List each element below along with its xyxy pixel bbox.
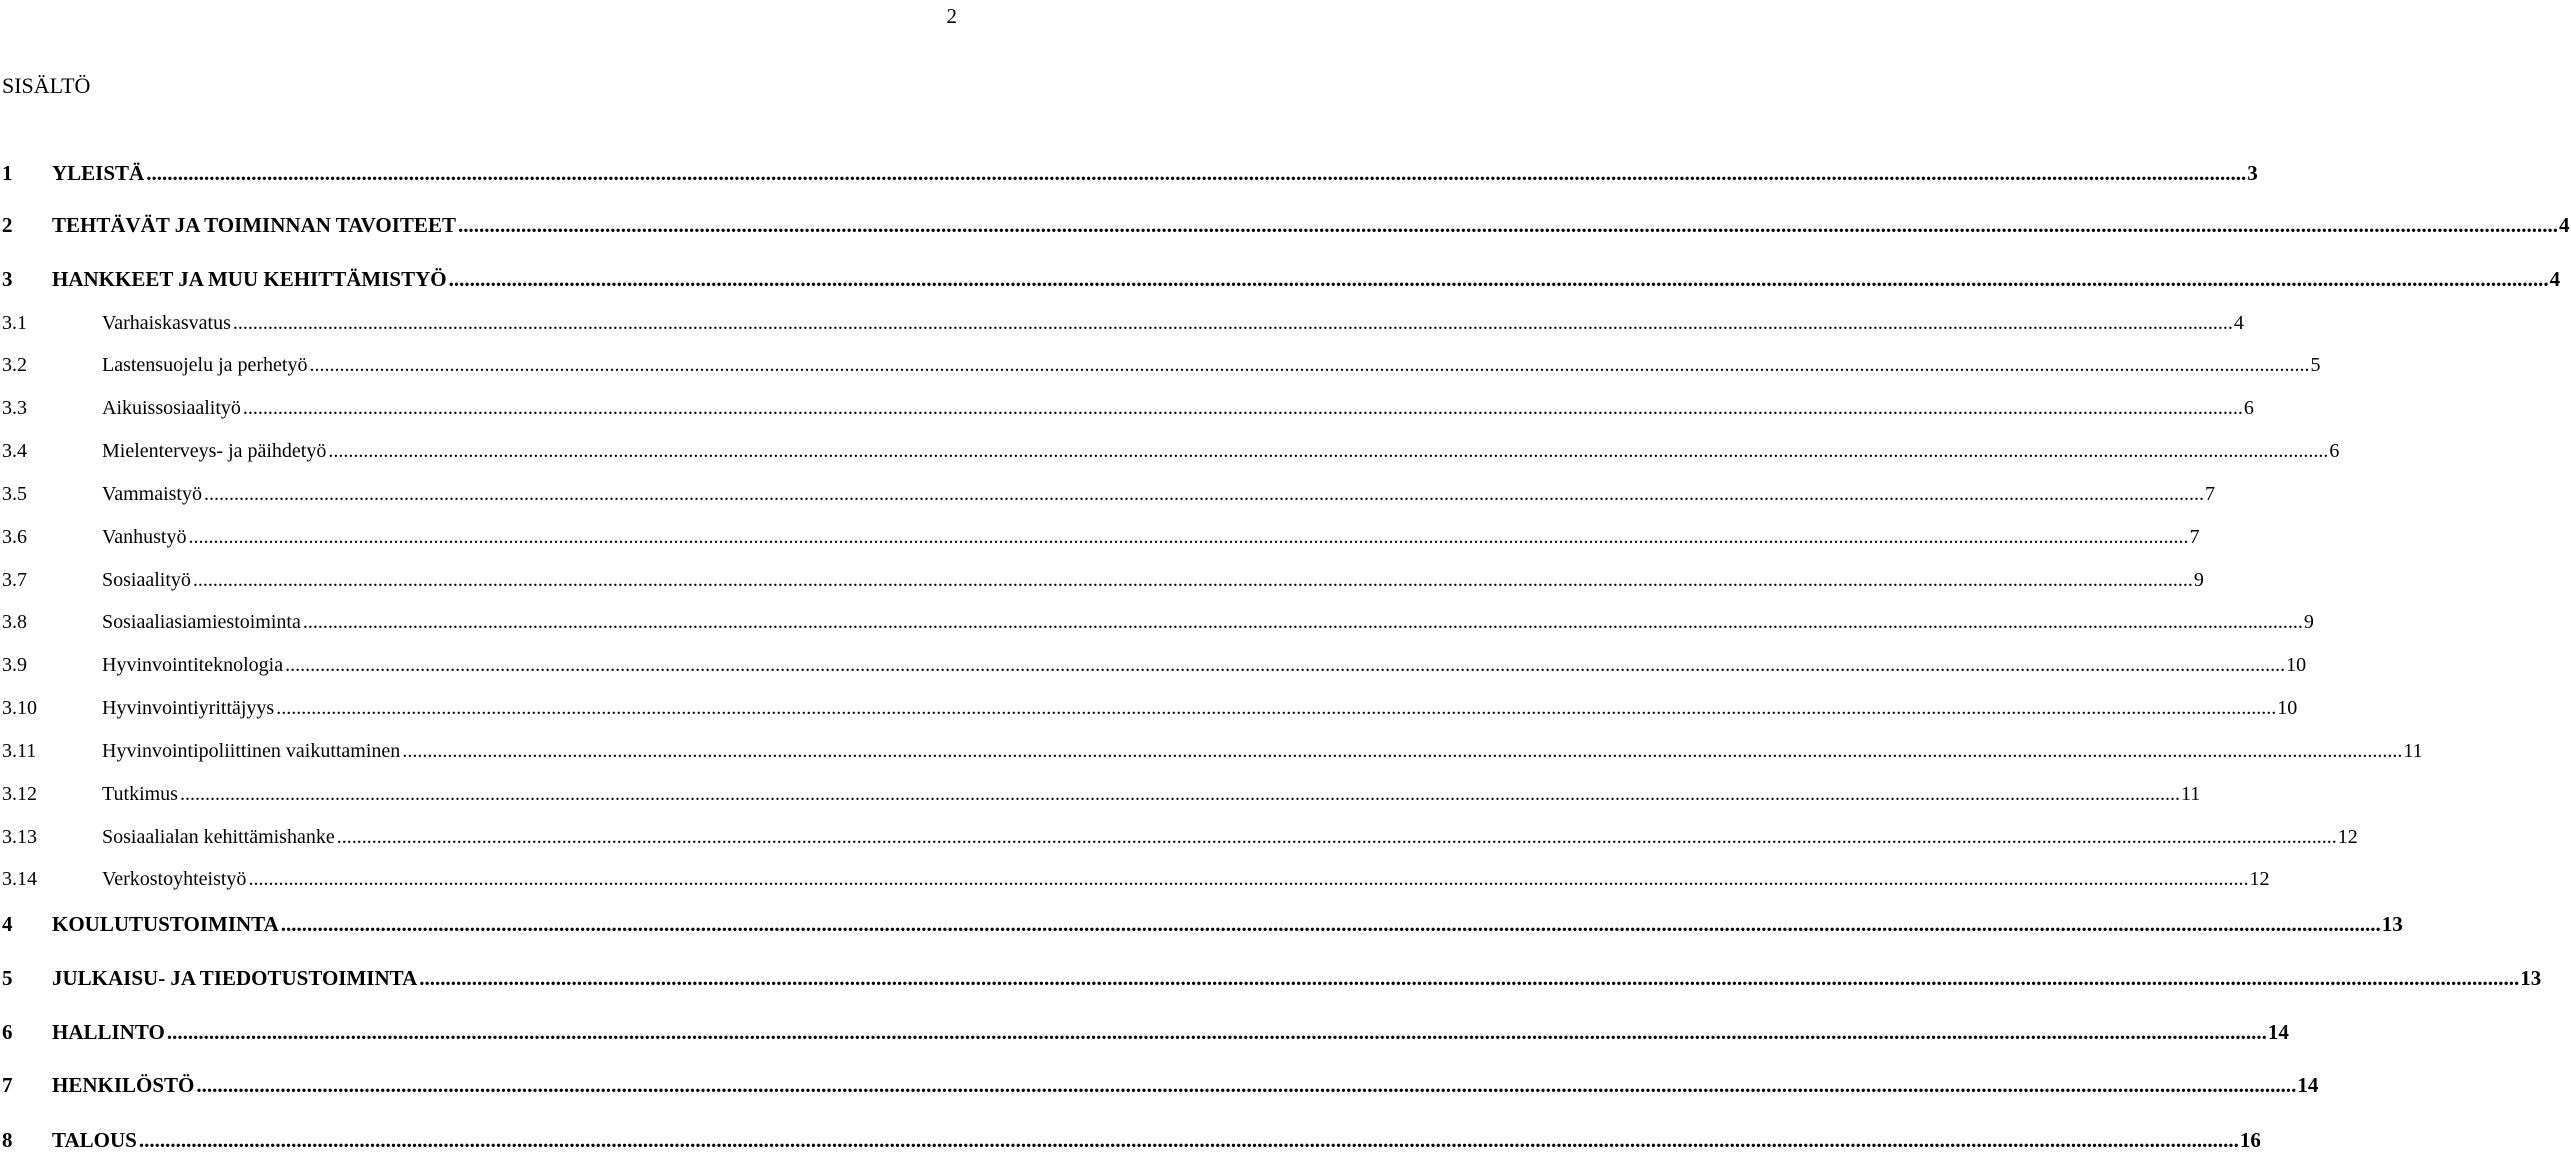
- toc-entry-number: 3: [2, 267, 13, 291]
- toc-entry[interactable]: [0, 307, 2244, 339]
- toc-entry-title: Tutkimus: [102, 783, 178, 805]
- toc-dot-leader: ................................................................................................................................................................................................................................................................................................................................................................................................................: [302, 611, 2303, 633]
- toc-entry-title: Mielenterveys- ja päihdetyö: [102, 440, 327, 462]
- toc-entry-number: 4: [2, 912, 13, 936]
- toc-entry-number: 8: [2, 1128, 13, 1152]
- toc-entry-page: 13: [2381, 912, 2403, 936]
- toc-entry-number: 3.6: [2, 526, 27, 548]
- toc-entry-page: 12: [2249, 868, 2270, 890]
- toc-entry-number: 3.4: [2, 440, 27, 462]
- toc-entry-page: 9: [2303, 611, 2314, 633]
- toc-entry[interactable]: [0, 1016, 2289, 1048]
- toc-entry[interactable]: [0, 735, 2423, 767]
- toc-entry-title: Vammaistyö: [102, 483, 202, 505]
- toc-entry-title: Vanhustyö: [102, 526, 187, 548]
- toc-entry[interactable]: [0, 863, 2270, 895]
- toc-entry-title: Sosiaalityö: [102, 569, 191, 591]
- toc-dot-leader: ................................................................................................................................................................................................................................................................................................................................................................................................................: [285, 654, 2286, 676]
- toc-entry-number: 3.13: [2, 826, 37, 848]
- toc-entry-number: 5: [2, 966, 13, 990]
- toc-dot-leader: ................................................................................................................................................................................................................................................................................................................................................................................................................: [179, 783, 2180, 805]
- toc-entry-number: 3.2: [2, 354, 27, 376]
- toc-entry-number: 3.8: [2, 611, 27, 633]
- toc-entry[interactable]: [0, 478, 2215, 510]
- toc-entry-page: 14: [2297, 1073, 2319, 1097]
- toc-entry[interactable]: [0, 649, 2307, 681]
- toc-entry-title: TALOUS: [52, 1128, 137, 1152]
- toc-entry-page: 6: [2243, 397, 2254, 419]
- toc-dot-leader: ................................................................................................................................................................................................................................................................................................................................................................................................................: [457, 213, 2558, 237]
- toc-entry[interactable]: [0, 606, 2314, 638]
- toc-entry[interactable]: [0, 263, 2561, 295]
- toc-dot-leader: ................................................................................................................................................................................................................................................................................................................................................................................................................: [402, 740, 2403, 762]
- toc-entry-page: 13: [2520, 966, 2542, 990]
- toc-entry-page: 12: [2337, 826, 2358, 848]
- toc-entry-page: 11: [2403, 740, 2423, 762]
- toc-dot-leader: ................................................................................................................................................................................................................................................................................................................................................................................................................: [138, 1128, 2239, 1152]
- toc-dot-leader: ................................................................................................................................................................................................................................................................................................................................................................................................................: [309, 354, 2310, 376]
- toc-dot-leader: ................................................................................................................................................................................................................................................................................................................................................................................................................: [448, 267, 2549, 291]
- toc-entry-number: 3.14: [2, 868, 37, 890]
- toc-entry-title: Hyvinvointiteknologia: [102, 654, 284, 676]
- toc-entry-page: 5: [2310, 354, 2321, 376]
- toc-entry[interactable]: [0, 521, 2200, 553]
- toc-dot-leader: ................................................................................................................................................................................................................................................................................................................................................................................................................: [328, 440, 2329, 462]
- page-number: 2: [946, 4, 957, 28]
- toc-entry-title: Hyvinvointipoliittinen vaikuttaminen: [102, 740, 401, 762]
- toc-entry[interactable]: [0, 821, 2358, 853]
- toc-entry-page: 4: [2233, 312, 2244, 334]
- toc-entry-number: 3.10: [2, 697, 37, 719]
- toc-entry-title: YLEISTÄ: [52, 161, 145, 185]
- toc-entry-title: Sosiaaliasiamiestoiminta: [102, 611, 301, 633]
- toc-entry[interactable]: [0, 908, 2403, 940]
- toc-entry[interactable]: [0, 349, 2321, 381]
- toc-entry-page: 9: [2193, 569, 2204, 591]
- toc-entry-page: 16: [2239, 1128, 2261, 1152]
- toc-entry[interactable]: [0, 564, 2204, 596]
- toc-entry-number: 3.9: [2, 654, 27, 676]
- toc-entry[interactable]: [0, 692, 2298, 724]
- toc-entry-title: KOULUTUSTOIMINTA: [52, 912, 279, 936]
- toc-dot-leader: ................................................................................................................................................................................................................................................................................................................................................................................................................: [188, 526, 2189, 548]
- toc-dot-leader: ................................................................................................................................................................................................................................................................................................................................................................................................................: [280, 912, 2381, 936]
- toc-entry-title: JULKAISU- JA TIEDOTUSTOIMINTA: [52, 966, 418, 990]
- toc-entry-page: 3: [2247, 161, 2258, 185]
- toc-entry[interactable]: [0, 392, 2254, 424]
- toc-entry-number: 7: [2, 1073, 13, 1097]
- toc-dot-leader: ................................................................................................................................................................................................................................................................................................................................................................................................................: [192, 569, 2193, 591]
- toc-entry-number: 2: [2, 213, 13, 237]
- toc-entry-title: HENKILÖSTÖ: [52, 1073, 195, 1097]
- toc-entry-page: 14: [2267, 1020, 2289, 1044]
- toc-entry-number: 1: [2, 161, 13, 185]
- toc-entry-number: 3.1: [2, 312, 27, 334]
- toc-entry-page: 7: [2205, 483, 2215, 505]
- toc-entry[interactable]: [0, 435, 2340, 467]
- toc-entry[interactable]: [0, 1069, 2319, 1101]
- toc-entry-number: 3.5: [2, 483, 27, 505]
- toc-entry[interactable]: [0, 1124, 2261, 1156]
- toc-entry-page: 11: [2180, 783, 2201, 805]
- toc-dot-leader: ................................................................................................................................................................................................................................................................................................................................................................................................................: [146, 161, 2247, 185]
- toc-entry-title: Verkostoyhteistyö: [102, 868, 247, 890]
- toc-dot-leader: ................................................................................................................................................................................................................................................................................................................................................................................................................: [166, 1020, 2267, 1044]
- toc-dot-leader: ................................................................................................................................................................................................................................................................................................................................................................................................................: [336, 826, 2337, 848]
- toc-entry-number: 3.3: [2, 397, 27, 419]
- toc-entry-title: Varhaiskasvatus: [102, 312, 231, 334]
- toc-dot-leader: ................................................................................................................................................................................................................................................................................................................................................................................................................: [248, 868, 2249, 890]
- toc-entry-title: HANKKEET JA MUU KEHITTÄMISTYÖ: [52, 267, 447, 291]
- toc-entry-page: 4: [2549, 267, 2561, 291]
- toc-entry-page: 10: [2286, 654, 2307, 676]
- toc-entry[interactable]: [0, 778, 2201, 810]
- toc-entry-title: TEHTÄVÄT JA TOIMINNAN TAVOITEET: [52, 213, 456, 237]
- toc-heading: SISÄLTÖ: [2, 73, 91, 98]
- toc-entry-title: Hyvinvointiyrittäjyys: [102, 697, 275, 719]
- toc-entry-page: 6: [2329, 440, 2340, 462]
- toc-entry-title: Lastensuojelu ja perhetyö: [102, 354, 308, 376]
- toc-entry-number: 6: [2, 1020, 13, 1044]
- toc-entry-number: 3.11: [2, 740, 37, 762]
- toc-entry-page: 10: [2277, 697, 2298, 719]
- toc-entry[interactable]: [0, 157, 2258, 189]
- toc-entry[interactable]: [0, 962, 2542, 994]
- toc-dot-leader: ................................................................................................................................................................................................................................................................................................................................................................................................................: [232, 312, 2233, 334]
- toc-dot-leader: ................................................................................................................................................................................................................................................................................................................................................................................................................: [204, 483, 2204, 505]
- toc-dot-leader: ................................................................................................................................................................................................................................................................................................................................................................................................................: [196, 1073, 2297, 1097]
- toc-dot-leader: ................................................................................................................................................................................................................................................................................................................................................................................................................: [419, 966, 2520, 990]
- toc-entry-title: Sosiaalialan kehittämishanke: [102, 826, 335, 848]
- toc-entry-page: 4: [2558, 213, 2570, 237]
- toc-entry-number: 3.7: [2, 569, 27, 591]
- toc-dot-leader: ................................................................................................................................................................................................................................................................................................................................................................................................................: [242, 397, 2243, 419]
- toc-entry-title: Aikuissosiaalityö: [102, 397, 241, 419]
- toc-entry[interactable]: [0, 209, 2570, 241]
- toc-entry-number: 3.12: [2, 783, 37, 805]
- toc-entry-title: HALLINTO: [52, 1020, 165, 1044]
- toc-dot-leader: ................................................................................................................................................................................................................................................................................................................................................................................................................: [276, 697, 2277, 719]
- toc-entry-page: 7: [2189, 526, 2200, 548]
